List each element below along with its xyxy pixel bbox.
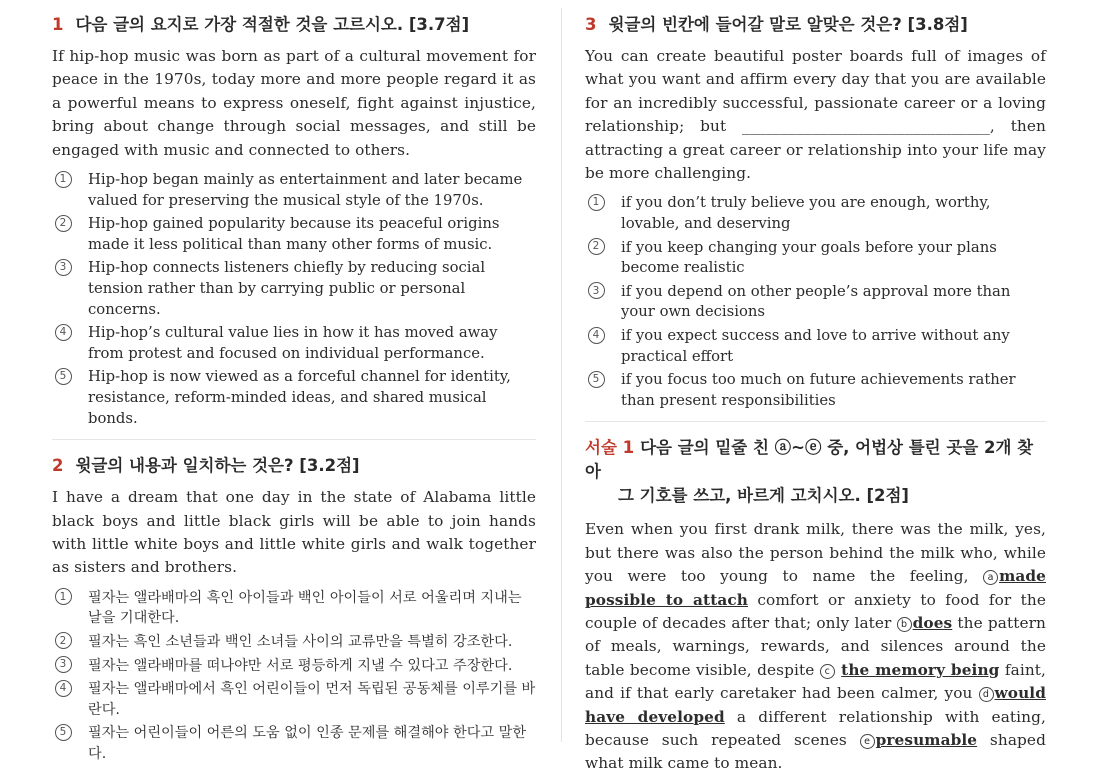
passage-before-blank: You can create beautiful poster boards full of images of what you want and affirm every day that you are available for an incredibly successful, passionate career or a loving relationship; but	[585, 47, 1046, 136]
question-number: 3	[585, 15, 597, 34]
option-number: 5	[55, 724, 72, 741]
option-text: Hip-hop is now viewed as a forceful channel for identity, resistance, reform-minded ideas, and shared musical bonds.	[88, 368, 511, 427]
passage: If hip-hop music was born as part of a cultural movement for peace in the 1970s, today more and more people regard it as a powerful means to express oneself, fight against injustice, bring about change through social messages, and still be engaged with music and connected to others.	[52, 47, 536, 159]
passage-text: a different relationship with eating, because such repeated scenes	[585, 707, 1046, 750]
passage-text: the pattern of meals, warnings, rewards, and silences around the table become visible, despite	[585, 614, 1046, 679]
option-number-circle	[52, 368, 74, 384]
answer-option-5[interactable]	[52, 367, 536, 429]
option-number: 4	[55, 680, 72, 697]
answer-option-1[interactable]	[585, 193, 1046, 234]
option-text: 필자는 흑인 소년들과 백인 소녀들 사이의 교류만을 특별히 강조한다.	[88, 633, 513, 650]
option-number-circle	[585, 194, 607, 210]
answer-option-3[interactable]	[585, 282, 1046, 323]
option-number-circle	[52, 680, 74, 696]
circled-letter-c: c	[820, 664, 835, 679]
question-label: 서술 1	[585, 438, 635, 458]
question-number: 2	[52, 456, 64, 476]
option-number: 4	[588, 327, 605, 344]
answer-option-4[interactable]	[585, 326, 1046, 367]
option-text: Hip-hop began mainly as entertainment and later became valued for preserving the musical style of the 1970s.	[88, 171, 523, 209]
option-number-circle	[585, 283, 607, 299]
underlined-b: does	[912, 614, 953, 632]
question-number: 1	[52, 15, 64, 34]
passage-text: faint, and if that early caretaker had been calmer, you	[585, 660, 1046, 703]
answer-options	[52, 588, 536, 765]
option-text: if you depend on other people’s approval more than your own decisions	[621, 282, 1011, 321]
question-title: 윗글의 빈칸에 들어갈 말로 알맞은 것은? [3.8점]	[608, 15, 968, 34]
passage	[585, 518, 1046, 775]
question-1-header	[52, 13, 536, 37]
option-text: 필자는 앨라배마에서 흑인 어린이들이 먼저 독립된 공동체를 이루기를 바란다.	[88, 681, 536, 718]
answer-options	[52, 170, 536, 429]
question-title: 윗글의 내용과 일치하는 것은? [3.2점]	[75, 456, 360, 476]
answer-option-2[interactable]	[52, 214, 536, 255]
column-divider	[561, 8, 562, 742]
section-separator	[52, 439, 536, 440]
underlined-a: made possible to attach	[585, 567, 1046, 609]
answer-option-1[interactable]	[52, 170, 536, 211]
option-number: 5	[55, 368, 72, 385]
answer-option-4[interactable]	[52, 323, 536, 364]
passage-text: Even when you first drank milk, there was the milk, yes, but there was also the person behind the milk who, while you were too young to name the feeling,	[585, 520, 1046, 586]
passage: I have a dream that one day in the state of Alabama little black boys and little black girls will be able to join hands with little white boys and little white girls and walk together as sisters and brothers.	[52, 488, 536, 577]
option-number-circle	[52, 589, 74, 605]
question-title-line2: 그 기호를 쓰고, 바르게 고치시오. [2점]	[618, 486, 909, 506]
option-number-circle	[52, 724, 74, 740]
option-number: 2	[588, 238, 605, 255]
option-number-circle	[585, 239, 607, 255]
option-text: Hip-hop connects listeners chiefly by reducing social tension rather than by carrying public or personal concerns.	[88, 259, 486, 318]
writing-question-1	[585, 436, 1046, 775]
answer-option-4[interactable]	[52, 679, 536, 720]
underlined-e: presumable	[875, 731, 978, 750]
writing-question-header	[585, 436, 1046, 508]
option-number: 2	[55, 215, 72, 232]
passage-text: comfort or anxiety to food for the couple of decades after that; only later	[585, 590, 1046, 632]
passage-text: shaped what milk came to mean.	[585, 731, 1046, 773]
circled-letter-b: b	[897, 617, 912, 632]
right-column	[585, 0, 1046, 776]
underlined-c: the memory being	[841, 660, 1000, 679]
option-text: 필자는 앨라배마의 흑인 아이들과 백인 아이들이 서로 어울리며 지내는 날을 기대한다.	[88, 589, 522, 627]
option-number-circle	[52, 324, 74, 340]
option-text: if you don’t truly believe you are enough, worthy, lovable, and deserving	[621, 194, 991, 233]
passage	[585, 45, 1046, 185]
option-number: 3	[55, 259, 72, 276]
option-number-circle	[52, 657, 74, 673]
option-text: if you keep changing your goals before your plans become realistic	[621, 238, 997, 277]
option-number-circle	[52, 259, 74, 275]
answer-option-2[interactable]	[52, 632, 536, 653]
option-number: 1	[588, 194, 605, 211]
option-number: 3	[588, 282, 605, 299]
circled-letter-a: a	[983, 570, 998, 585]
option-number: 3	[55, 656, 72, 673]
answer-option-2[interactable]	[585, 238, 1046, 279]
option-number: 5	[588, 371, 605, 388]
answer-option-5[interactable]	[52, 723, 536, 764]
option-number-circle	[52, 171, 74, 187]
question-2	[52, 454, 536, 764]
question-1	[52, 13, 536, 429]
option-number: 1	[55, 588, 72, 605]
option-number-circle	[585, 371, 607, 387]
question-3-header	[585, 13, 1046, 37]
answer-option-5[interactable]	[585, 370, 1046, 411]
section-separator	[585, 421, 1046, 422]
option-number: 4	[55, 324, 72, 341]
option-text: 필자는 어린이들이 어른의 도움 없이 인종 문제를 해결해야 한다고 말한다.	[88, 725, 527, 762]
answer-option-3[interactable]	[52, 656, 536, 677]
option-number-circle	[585, 327, 607, 343]
question-2-header	[52, 454, 536, 478]
option-number: 1	[55, 171, 72, 188]
question-title-line1: 다음 글의 밑줄 친 ⓐ~ⓔ 중, 어법상 틀린 곳을 2개 찾아	[585, 438, 1034, 482]
option-text: Hip-hop’s cultural value lies in how it has moved away from protest and focused on individual performance.	[88, 324, 498, 362]
option-text: 필자는 앨라배마를 떠나야만 서로 평등하게 지낼 수 있다고 주장한다.	[88, 657, 513, 674]
circled-letter-e: e	[860, 734, 875, 749]
question-3	[585, 13, 1046, 411]
answer-options	[585, 193, 1046, 411]
underlined-d: would have developed	[585, 684, 1046, 726]
option-number-circle	[52, 215, 74, 231]
left-column	[52, 0, 536, 768]
option-number-circle	[52, 633, 74, 649]
question-title: 다음 글의 요지로 가장 적절한 것을 고르시오. [3.7점]	[75, 15, 470, 34]
option-number: 2	[55, 632, 72, 649]
option-text: Hip-hop gained popularity because its peaceful origins made it less political than many other forms of music.	[88, 215, 500, 253]
answer-option-3[interactable]	[52, 258, 536, 320]
option-text: if you expect success and love to arrive without any practical effort	[621, 327, 1010, 365]
option-text: if you focus too much on future achievements rather than present responsibilities	[621, 371, 1016, 409]
circled-letter-d: d	[979, 687, 994, 702]
passage-after-blank: then attracting a great career or relationship into your life may be more challenging.	[585, 117, 1046, 183]
answer-blank: ________________________________,	[741, 117, 995, 136]
answer-option-1[interactable]	[52, 588, 536, 629]
